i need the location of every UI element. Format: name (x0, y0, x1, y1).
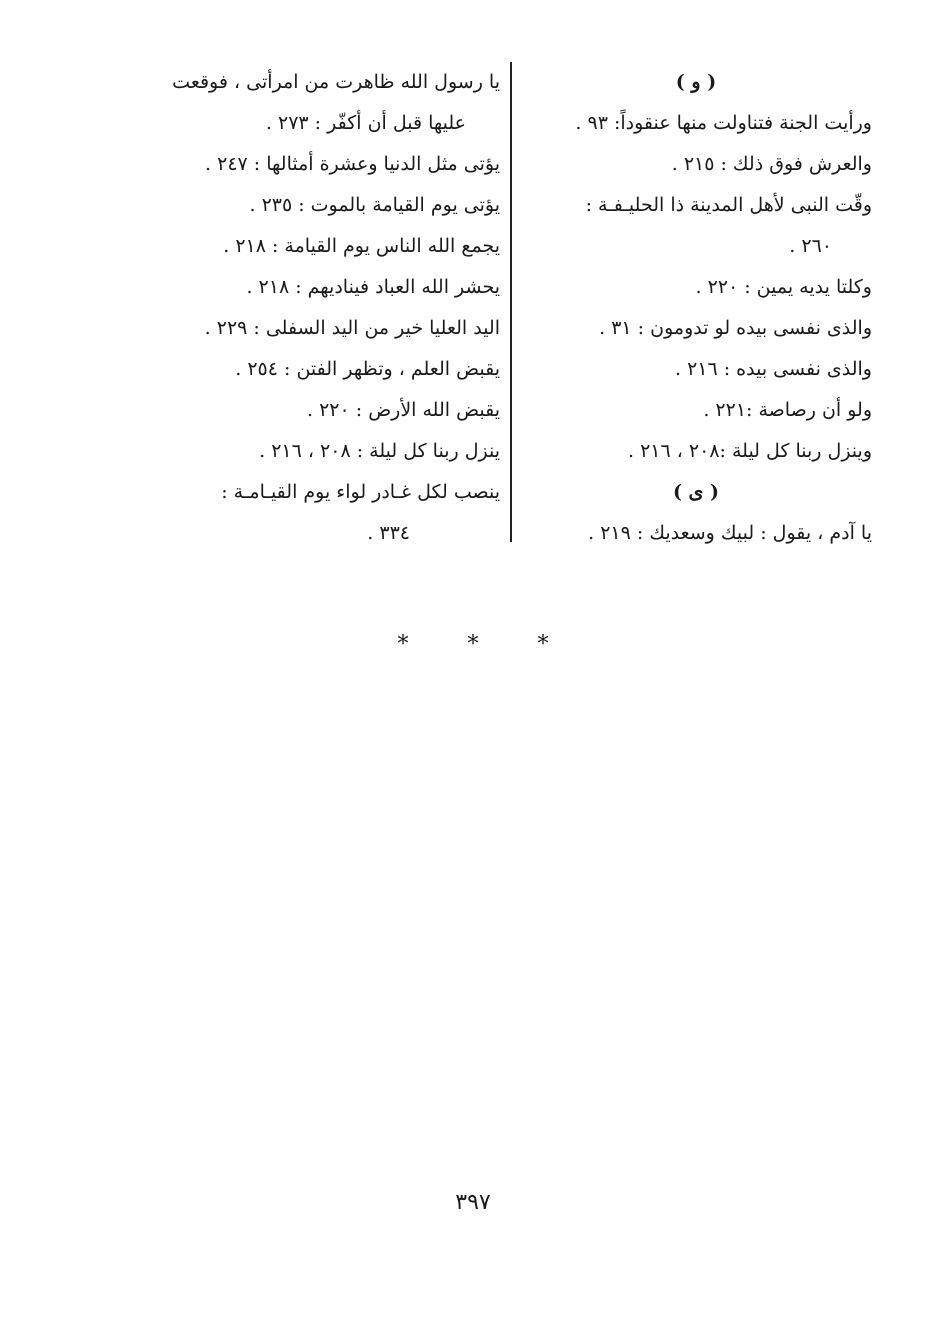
index-entry-continuation: عليها قبل أن أكفّر : ٢٧٣ . (265, 112, 466, 134)
star-ornament: * (537, 632, 549, 657)
index-entry: والعرش فوق ذلك : ٢١٥ . (671, 153, 872, 175)
index-entry: يا آدم ، يقول : لبيك وسعديك : ٢١٩ . (588, 522, 872, 544)
star-ornament: * (467, 632, 479, 657)
index-entry: وينزل ربنا كل ليلة :٢٠٨ ، ٢١٦ . (627, 440, 872, 462)
section-separator-stars (0, 632, 946, 657)
index-entry: والذى نفسى بيده : ٢١٦ . (674, 358, 872, 380)
section-heading-ya: ( ى ) (672, 481, 720, 503)
index-column-left (150, 62, 500, 554)
index-entry: ورأيت الجنة فتناولت منها عنقوداً: ٩٣ . (575, 112, 872, 134)
index-entry: يقبض العلم ، وتظهر الفتن : ٢٥٤ . (235, 358, 500, 380)
index-entry: وقّت النبى لأهل المدينة ذا الحليـفـة : (585, 194, 872, 216)
index-entry: ينصب لكل غـادر لواء يوم القيـامـة : (221, 481, 500, 503)
section-heading-waw: ( و ) (675, 71, 717, 93)
index-entry: يجمع الله الناس يوم القيامة : ٢١٨ . (223, 235, 500, 257)
index-entry: والذى نفسى بيده لو تدومون : ٣١ . (599, 317, 872, 339)
index-entry: اليد العليا خير من اليد السفلى : ٢٢٩ . (204, 317, 500, 339)
index-entry: يقبض الله الأرض : ٢٢٠ . (307, 399, 500, 421)
index-entry-continuation: ٢٦٠ . (789, 235, 832, 257)
index-column-right (520, 62, 872, 554)
index-entry: يؤتى مثل الدنيا وعشرة أمثالها : ٢٤٧ . (205, 153, 500, 175)
index-entry: وكلتا يديه يمين : ٢٢٠ . (695, 276, 872, 298)
page-number: ٣٩٧ (455, 1190, 491, 1215)
index-entry: يا رسول الله ظاهرت من امرأتى ، فوقعت (172, 71, 500, 93)
column-divider (510, 62, 512, 542)
index-entry: ينزل ربنا كل ليلة : ٢٠٨ ، ٢١٦ . (259, 440, 500, 462)
index-entry-continuation: ٣٣٤ . (367, 522, 410, 544)
index-entry: يؤتى يوم القيامة بالموت : ٢٣٥ . (249, 194, 500, 216)
star-ornament: * (397, 632, 409, 657)
index-entry: ولو أن رصاصة :٢٢١ . (703, 399, 872, 421)
index-entry: يحشر الله العباد فيناديهم : ٢١٨ . (246, 276, 500, 298)
